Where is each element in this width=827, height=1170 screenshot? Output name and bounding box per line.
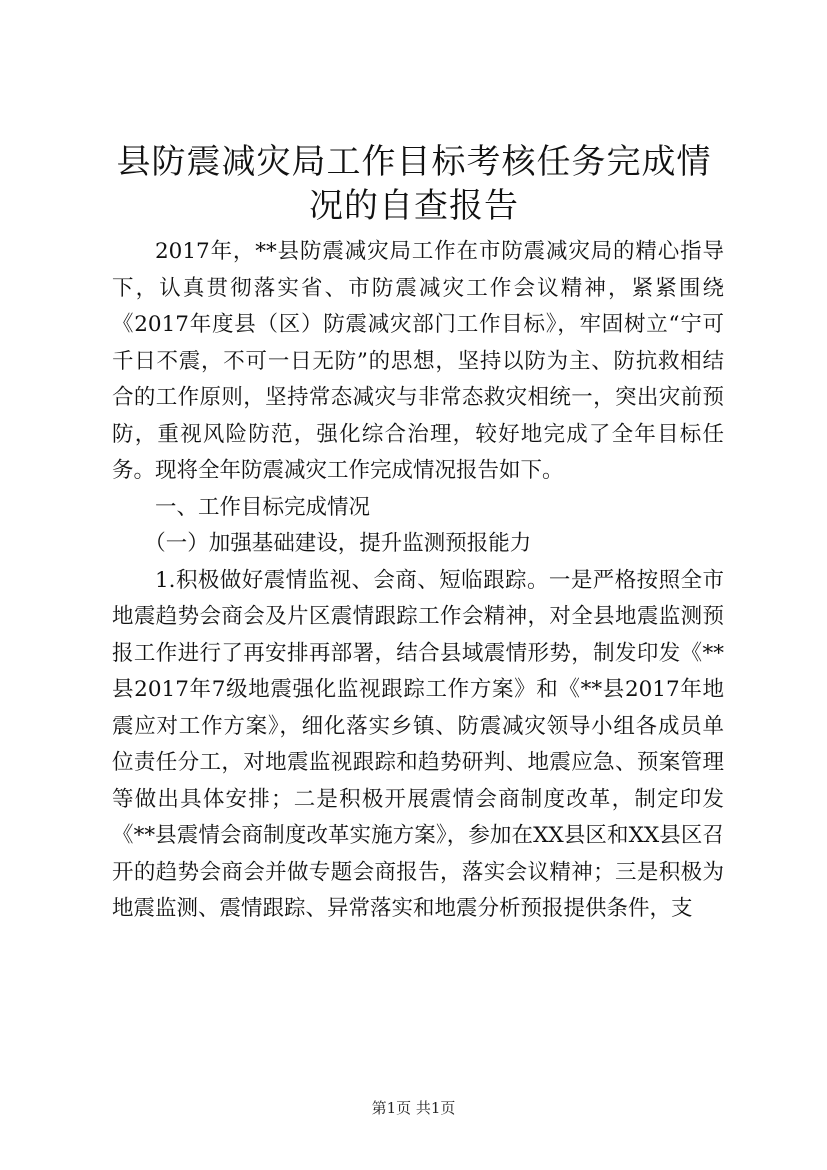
page-number-label: 第1页 共1页 — [371, 1099, 456, 1117]
intro-paragraph: 2017年，**县防震减灾局工作在市防震减灾局的精心指导下，认真贯彻落实省、市防震减灾工作会议精神，紧紧围绕《2017年度县（区）防震减灾部门工作目标》，牢固树立“宁可千日不震，不可一日无防”的思想，坚持以防为主、防抗救相结合的工作原则，坚持常态减灾与非常态救灾相统一，突出灾前预防，重视风险防范，强化综合治理，较好地完成了全年目标任务。现将全年防震减灾工作完成情况报告如下。 — [112, 239, 724, 483]
section-heading-1: 一、工作目标完成情况 — [155, 494, 371, 520]
document-body — [112, 234, 724, 928]
document-title: 县防震减灾局工作目标考核任务完成情况的自查报告 — [116, 142, 712, 226]
page-footer — [0, 1098, 827, 1118]
item-paragraph-1: 1.积极做好震情监视、会商、短临跟踪。一是严格按照全市地震趋势会商会及片区震情跟踪工作会精神，对全县地震监测预报工作进行了再安排再部署，结合县域震情形势，制发印发《**县2017年7级地震强化监视跟踪工作方案》和《**县2017年地震应对工作方案》，细化落实乡镇、防震减灾领导小组各成员单位责任分工，对地震监视跟踪和趋势研判、地震应急、预案管理等做出具体安排；二是积极开展震情会商制度改革，制定印发《**县震情会商制度改革实施方案》，参加在XX县区和XX县区召开的趋势会商会并做专题会商报告，落实会议精神；三是积极为地震监测、震情跟踪、异常落实和地震分析预报提供条件，支 — [112, 567, 724, 921]
subsection-heading-1: （一）加强基础建设，提升监测预报能力 — [144, 531, 532, 556]
